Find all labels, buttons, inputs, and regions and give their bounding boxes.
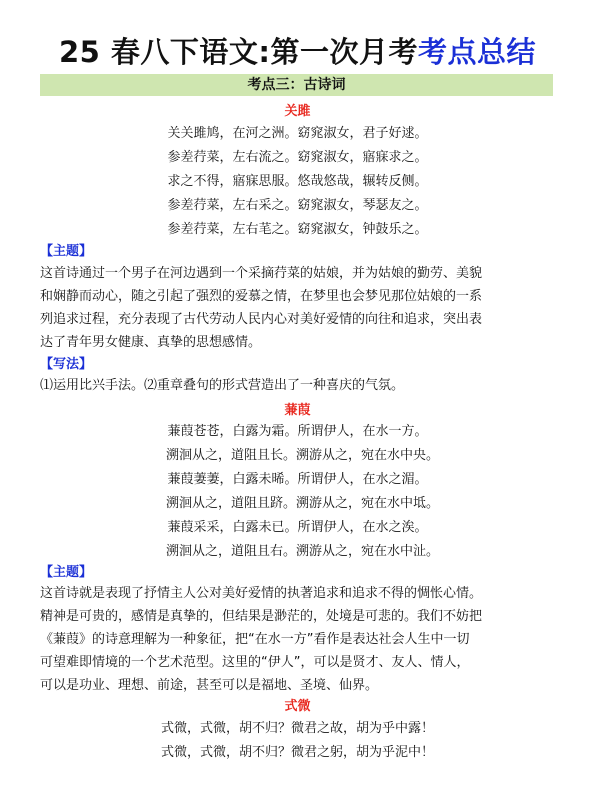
theme-tag: 【主题】: [40, 244, 93, 259]
title-prefix: 25 春八下语文:第一次月考: [58, 35, 419, 69]
poem-line: 蒹葭苍苍，白露为霜。所谓伊人，在水一方。: [167, 424, 428, 439]
poem-line: 参差荇菜，左右芼之。窈窕淑女，钟鼓乐之。: [167, 222, 428, 237]
method-tag: 【写法】: [40, 357, 93, 372]
poem-line: 式微，式微，胡不归？微君之故，胡为乎中露！: [160, 721, 434, 736]
paragraph-line: 精神是可贵的，感情是真挚的，但结果是渺茫的，处境是可悲的。我们不妨把: [40, 609, 483, 624]
poem-line: 蒹葭采采，白露未已。所谓伊人，在水之涘。: [167, 520, 428, 535]
theme-paragraph: [40, 582, 555, 697]
paragraph-line: 《蒹葭》的诗意理解为一种象征，把“在水一方”看作是表达社会人生中一切: [40, 632, 470, 647]
section-heading: 考点三：古诗词: [40, 74, 553, 96]
poem-title: 蒹葭: [284, 403, 311, 418]
poem-line: 参差荇菜，左右流之。窈窕淑女，寤寐求之。: [167, 150, 428, 165]
poem-line: 参差荇菜，左右采之。窈窕淑女，琴瑟友之。: [167, 198, 428, 213]
paragraph-line: 可望难即情境的一个艺术范型。这里的“伊人”，可以是贤才、友人、情人，: [40, 655, 470, 670]
paragraph-line: 列追求过程，充分表现了古代劳动人民内心对美好爱情的向往和追求，突出表: [40, 312, 483, 327]
paragraph-line: 达了青年男女健康、真挚的思想感情。: [40, 335, 262, 350]
paragraph-line: 这首诗就是表现了抒情主人公对美好爱情的执著追求和追求不得的惆怅心情。: [40, 586, 483, 601]
title-highlight: 考点总结: [418, 35, 537, 69]
theme-paragraph: [40, 262, 555, 354]
paragraph-line: ⑴运用比兴手法。⑵重章叠句的形式营造出了一种喜庆的气氛。: [40, 378, 405, 393]
page-title: [0, 34, 595, 70]
poem-line: 求之不得，寤寐思服。悠哉悠哉，辗转反侧。: [167, 174, 428, 189]
paragraph-line: 这首诗通过一个男子在河边遇到一个采摘荇菜的姑娘，并为姑娘的勤劳、美貌: [40, 266, 483, 281]
poem-line: 蒹葭萋萋，白露未晞。所谓伊人，在水之湄。: [167, 472, 428, 487]
poem-title: 式微: [284, 699, 311, 714]
method-paragraph: [40, 374, 555, 397]
poem-line: 关关雎鸠，在河之洲。窈窕淑女，君子好逑。: [167, 126, 428, 141]
poem-title: 关雎: [284, 104, 311, 119]
poem-line: 溯洄从之，道阻且右。溯游从之，宛在水中沚。: [165, 544, 439, 559]
theme-tag: 【主题】: [40, 565, 93, 580]
poem-line: 式微，式微，胡不归？微君之躬，胡为乎泥中！: [160, 745, 434, 760]
poem-line: 溯洄从之，道阻且跻。溯游从之，宛在水中坻。: [165, 496, 439, 511]
poem-line: 溯洄从之，道阻且长。溯游从之，宛在水中央。: [165, 448, 439, 463]
paragraph-line: 和娴静而动心，随之引起了强烈的爱慕之情，在梦里也会梦见那位姑娘的一系: [40, 289, 483, 304]
paragraph-line: 可以是功业、理想、前途，甚至可以是福地、圣境、仙界。: [40, 678, 379, 693]
